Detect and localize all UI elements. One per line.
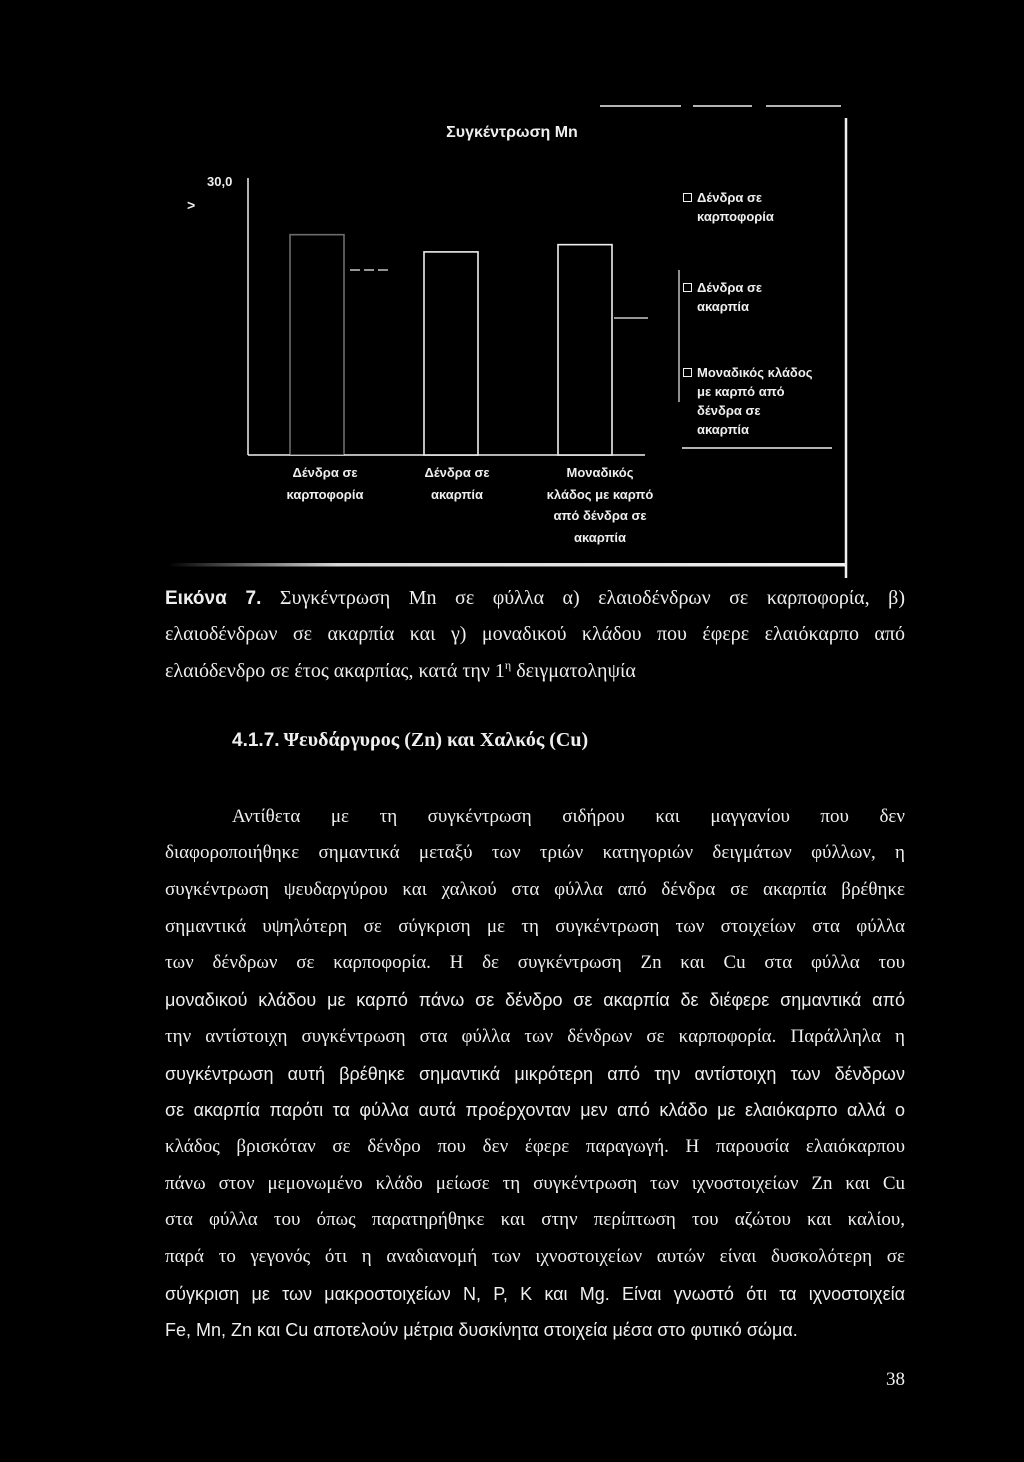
body-line: διαφοροποιήθηκε σημαντικά μεταξύ των τριών κατηγοριών δειγμάτων φύλλων, η xyxy=(165,842,905,864)
chart-title: Συγκέντρωση Mn xyxy=(446,124,578,141)
body-line: στα φύλλα του όπως παρατηρήθηκε και στην περίπτωση του αζώτου και καλίου, xyxy=(165,1209,905,1231)
body-line: Αντίθετα με τη συγκέντρωση σιδήρου και μαγγανίου που δεν xyxy=(232,805,905,827)
body-line: κλάδος βρισκόταν σε δένδρο που δεν έφερε παραγωγή. Η παρουσία ελαιόκαρπου xyxy=(165,1135,905,1157)
legend-text-line: ακαρπία xyxy=(697,422,750,437)
caption-label: Εικόνα 7. xyxy=(165,587,262,609)
x-category-label-line: κλάδος με καρπό xyxy=(546,486,654,502)
bars-group xyxy=(290,235,612,455)
x-category-label-line: Μοναδικός xyxy=(566,465,634,480)
legend-text xyxy=(697,363,833,439)
caption-line: ελαιοδένδρων σε ακαρπία και γ) μοναδικού κλάδου που έφερε ελαιόκαρπο από xyxy=(165,623,905,646)
legend-text xyxy=(697,278,833,316)
legend-text-line: καρποφορία xyxy=(697,209,774,224)
body-line: παρά το γεγονός ότι η αναδιανομή των ιχνοστοιχείων αυτών είναι δυσκολότερη σε xyxy=(165,1246,905,1268)
legend-item xyxy=(683,278,833,316)
x-category-label xyxy=(530,462,670,548)
chart-canvas xyxy=(0,0,1024,600)
body-line: σε ακαρπία παρότι τα φύλλα αυτά προέρχονταν μεν από κλάδο με ελαιόκαρπο αλλά ο xyxy=(165,1100,905,1121)
x-category-label xyxy=(255,462,395,505)
caption-text: Συγκέντρωση Mn σε φύλλα α) ελαιοδένδρων σε καρποφορία, β) xyxy=(279,586,906,609)
body-paragraph xyxy=(165,799,905,1350)
section-title: Ψευδάργυρος (Zn) και Χαλκός (Cu) xyxy=(283,729,589,751)
x-category-label-line: Δένδρα σε xyxy=(424,465,490,480)
page-number: 38 xyxy=(886,1369,905,1390)
body-line: συγκέντρωση αυτή βρέθηκε σημαντικά μικρότερη από την αντίστοιχη των δένδρων xyxy=(165,1063,905,1084)
x-category-label-line: καρποφορία xyxy=(286,486,364,502)
legend-text-line: ακαρπία xyxy=(697,299,750,314)
y-axis-marker: > xyxy=(187,197,196,213)
x-category-label-line: ακαρπία xyxy=(430,486,484,502)
caption-line xyxy=(165,653,905,690)
legend-text-line: Μοναδικός κλάδος xyxy=(697,365,813,380)
legend-text-line: Δένδρα σε xyxy=(697,280,763,295)
legend-swatch xyxy=(683,368,692,377)
body-line: Fe, Mn, Zn και Cu αποτελούν μέτρια δυσκίνητα στοιχεία μέσα στο φυτικό σώμα. xyxy=(165,1320,798,1341)
section-number: 4.1.7. xyxy=(232,730,280,751)
caption-text: ελαιόδενδρο σε έτος ακαρπίας, κατά την 1 xyxy=(165,659,505,682)
y-tick-label: 30,0 xyxy=(207,174,233,189)
legend-swatch xyxy=(683,283,692,292)
bar-1 xyxy=(290,235,344,455)
caption-superscript: η xyxy=(504,657,512,672)
x-category-label-line: από δένδρα σε xyxy=(553,508,647,524)
bar-2 xyxy=(424,252,478,455)
figure-caption xyxy=(165,580,905,690)
legend-text-line: με καρπό από xyxy=(697,384,785,399)
body-line: σύγκριση με των μακροστοιχείων N, P, K και Mg. Είναι γνωστό ότι τα ιχνοστοιχεία xyxy=(165,1283,905,1304)
section-heading xyxy=(232,729,588,754)
legend-item xyxy=(683,188,833,226)
x-category-label xyxy=(387,462,527,505)
legend-text xyxy=(697,188,833,226)
body-line: την αντίστοιχη συγκέντρωση στα φύλλα των δένδρων σε καρποφορία. Παράλληλα η xyxy=(165,1025,905,1047)
legend-text-line: Δένδρα σε xyxy=(697,190,763,205)
body-line: συγκέντρωση ψευδαργύρου και χαλκού στα φύλλα από δένδρα σε ακαρπία βρέθηκε xyxy=(165,879,905,900)
body-line: σημαντικά υψηλότερη σε σύγκριση με τη συγκέντρωση των στοιχείων στα φύλλα xyxy=(165,915,905,937)
x-category-label-line: ακαρπία xyxy=(573,529,627,545)
frame-bottom xyxy=(168,563,846,567)
caption-text: δειγματοληψία xyxy=(511,659,636,682)
body-line: μοναδικού κλάδου με καρπό πάνω σε δένδρο σε ακαρπία δε διέφερε σημαντικά από xyxy=(165,990,905,1011)
legend-item xyxy=(683,363,833,439)
body-line: πάνω στον μεμονωμένο κλάδο μείωσε τη συγκέντρωση των ιχνοστοιχείων Zn και Cu xyxy=(165,1172,905,1194)
caption-line xyxy=(165,580,905,617)
legend-swatch xyxy=(683,193,692,202)
body-line: των δένδρων σε καρποφορία. Η δε συγκέντρωση Zn και Cu στα φύλλα του xyxy=(165,952,905,974)
legend-text-line: δένδρα σε xyxy=(697,403,761,418)
bar-3 xyxy=(558,245,612,455)
x-category-label-line: Δένδρα σε xyxy=(292,465,358,480)
